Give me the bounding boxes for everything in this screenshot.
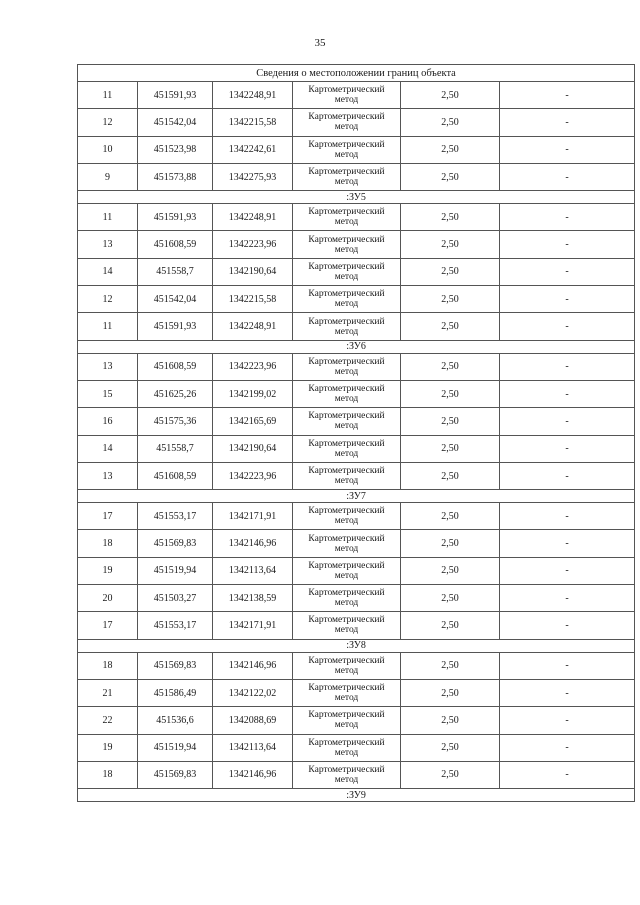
coord-x: 451536,6	[138, 707, 213, 734]
point-number: 16	[78, 408, 138, 435]
note: -	[500, 408, 635, 435]
method-cell	[293, 163, 401, 190]
accuracy: 2,50	[401, 530, 500, 557]
point-number: 12	[78, 286, 138, 313]
method-line2: метод	[334, 271, 359, 282]
method-line2: метод	[334, 720, 359, 731]
point-number: 19	[78, 557, 138, 584]
method-line2: метод	[334, 299, 359, 310]
method-line2: метод	[334, 122, 359, 133]
coord-y: 1342275,93	[213, 163, 293, 190]
method-line1: Картометрический	[308, 764, 385, 775]
method-line2: метод	[334, 570, 359, 581]
table-row	[78, 530, 635, 557]
coord-x: 451519,94	[138, 734, 213, 761]
section-label: :ЗУ5	[78, 191, 635, 204]
coord-x: 451573,88	[138, 163, 213, 190]
method-cell	[293, 136, 401, 163]
accuracy: 2,50	[401, 612, 500, 639]
note: -	[500, 353, 635, 380]
method-line1: Картометрический	[308, 655, 385, 666]
method-line2: метод	[334, 149, 359, 160]
method-line1: Картометрический	[308, 710, 385, 721]
accuracy: 2,50	[401, 286, 500, 313]
method-line1: Картометрический	[308, 207, 385, 218]
accuracy: 2,50	[401, 435, 500, 462]
accuracy: 2,50	[401, 204, 500, 231]
method-cell	[293, 258, 401, 285]
method-line1: Картометрический	[308, 316, 385, 327]
note: -	[500, 612, 635, 639]
method-line2: метод	[334, 665, 359, 676]
coord-x: 451558,7	[138, 435, 213, 462]
point-number: 12	[78, 109, 138, 136]
method-line1: Картометрический	[308, 466, 385, 476]
method-cell	[293, 462, 401, 489]
method-cell	[293, 557, 401, 584]
coord-y: 1342122,02	[213, 679, 293, 706]
table-row	[78, 313, 635, 340]
table-row	[78, 82, 635, 109]
note: -	[500, 136, 635, 163]
point-number: 18	[78, 761, 138, 788]
coord-x: 451608,59	[138, 231, 213, 258]
table-row	[78, 286, 635, 313]
coord-y: 1342215,58	[213, 286, 293, 313]
coord-y: 1342199,02	[213, 380, 293, 407]
note: -	[500, 462, 635, 489]
method-line2: метод	[334, 693, 359, 704]
note: -	[500, 231, 635, 258]
coord-x: 451519,94	[138, 557, 213, 584]
method-cell	[293, 612, 401, 639]
coord-y: 1342248,91	[213, 313, 293, 340]
method-line1: Картометрический	[308, 261, 385, 272]
method-line1: Картометрический	[308, 588, 385, 599]
method-line2: метод	[334, 774, 359, 785]
method-cell	[293, 530, 401, 557]
method-line1: Картометрический	[308, 167, 385, 178]
method-line2: метод	[334, 625, 359, 636]
section-label: :ЗУ9	[78, 789, 635, 802]
method-cell	[293, 652, 401, 679]
coord-x: 451558,7	[138, 258, 213, 285]
table-row	[78, 462, 635, 489]
note: -	[500, 313, 635, 340]
note: -	[500, 163, 635, 190]
table-row	[78, 136, 635, 163]
table-row	[78, 353, 635, 380]
method-cell	[293, 585, 401, 612]
section-row	[78, 191, 635, 204]
note: -	[500, 286, 635, 313]
coord-x: 451586,49	[138, 679, 213, 706]
point-number: 13	[78, 231, 138, 258]
coord-x: 451542,04	[138, 109, 213, 136]
coord-x: 451625,26	[138, 380, 213, 407]
coord-x: 451569,83	[138, 652, 213, 679]
point-number: 20	[78, 585, 138, 612]
note: -	[500, 503, 635, 530]
method-line1: Картометрический	[308, 85, 385, 96]
boundary-table	[77, 64, 635, 802]
method-cell	[293, 734, 401, 761]
point-number: 21	[78, 679, 138, 706]
table-row	[78, 204, 635, 231]
method-line1: Картометрический	[308, 234, 385, 245]
coord-y: 1342190,64	[213, 258, 293, 285]
accuracy: 2,50	[401, 408, 500, 435]
table-row	[78, 109, 635, 136]
coord-x: 451591,93	[138, 204, 213, 231]
method-cell	[293, 231, 401, 258]
section-row	[78, 490, 635, 503]
coord-y: 1342248,91	[213, 204, 293, 231]
method-line2: метод	[334, 244, 359, 255]
coord-y: 1342165,69	[213, 408, 293, 435]
accuracy: 2,50	[401, 109, 500, 136]
note: -	[500, 380, 635, 407]
method-line2: метод	[334, 177, 359, 188]
point-number: 18	[78, 652, 138, 679]
table-title-row	[78, 65, 635, 82]
method-line2: метод	[334, 394, 359, 405]
note: -	[500, 707, 635, 734]
point-number: 9	[78, 163, 138, 190]
method-line2: метод	[334, 598, 359, 609]
coord-y: 1342223,96	[213, 231, 293, 258]
method-line1: Картометрический	[308, 737, 385, 748]
method-cell	[293, 313, 401, 340]
coord-x: 451575,36	[138, 408, 213, 435]
coord-y: 1342113,64	[213, 557, 293, 584]
table-row	[78, 612, 635, 639]
method-cell	[293, 286, 401, 313]
accuracy: 2,50	[401, 231, 500, 258]
table-title: Сведения о местоположении границ объекта	[78, 65, 635, 82]
table-row	[78, 557, 635, 584]
accuracy: 2,50	[401, 707, 500, 734]
table-row	[78, 652, 635, 679]
note: -	[500, 679, 635, 706]
accuracy: 2,50	[401, 761, 500, 788]
section-label: :ЗУ6	[78, 340, 635, 353]
method-line1: Картометрический	[308, 411, 385, 422]
table-row	[78, 707, 635, 734]
coord-x: 451523,98	[138, 136, 213, 163]
method-line1: Картометрический	[308, 533, 385, 544]
table-row	[78, 679, 635, 706]
method-line2: метод	[334, 516, 359, 527]
method-cell	[293, 503, 401, 530]
coord-x: 451542,04	[138, 286, 213, 313]
coord-x: 451569,83	[138, 761, 213, 788]
method-cell	[293, 204, 401, 231]
coord-x: 451553,17	[138, 612, 213, 639]
method-line2: метод	[334, 476, 359, 486]
coord-y: 1342113,64	[213, 734, 293, 761]
coord-y: 1342215,58	[213, 109, 293, 136]
coord-y: 1342146,96	[213, 530, 293, 557]
coord-y: 1342248,91	[213, 82, 293, 109]
method-cell	[293, 679, 401, 706]
method-line2: метод	[334, 95, 359, 106]
section-row	[78, 340, 635, 353]
method-line2: метод	[334, 366, 359, 377]
coord-y: 1342223,96	[213, 353, 293, 380]
method-line1: Картометрический	[308, 112, 385, 123]
point-number: 18	[78, 530, 138, 557]
point-number: 13	[78, 462, 138, 489]
coord-x: 451503,27	[138, 585, 213, 612]
method-line2: метод	[334, 217, 359, 228]
coord-x: 451591,93	[138, 82, 213, 109]
method-cell	[293, 408, 401, 435]
method-line2: метод	[334, 421, 359, 432]
accuracy: 2,50	[401, 652, 500, 679]
coord-y: 1342171,91	[213, 612, 293, 639]
method-line1: Картометрический	[308, 683, 385, 694]
note: -	[500, 109, 635, 136]
table-row	[78, 435, 635, 462]
coord-x: 451608,59	[138, 353, 213, 380]
table-row	[78, 408, 635, 435]
section-label: :ЗУ8	[78, 639, 635, 652]
coord-y: 1342146,96	[213, 761, 293, 788]
table-row	[78, 761, 635, 788]
accuracy: 2,50	[401, 585, 500, 612]
accuracy: 2,50	[401, 679, 500, 706]
method-line1: Картометрический	[308, 356, 385, 367]
note: -	[500, 435, 635, 462]
accuracy: 2,50	[401, 557, 500, 584]
note: -	[500, 652, 635, 679]
method-cell	[293, 761, 401, 788]
method-line1: Картометрический	[308, 289, 385, 300]
point-number: 11	[78, 204, 138, 231]
accuracy: 2,50	[401, 380, 500, 407]
point-number: 14	[78, 435, 138, 462]
accuracy: 2,50	[401, 163, 500, 190]
note: -	[500, 761, 635, 788]
method-line2: метод	[334, 543, 359, 554]
coord-x: 451553,17	[138, 503, 213, 530]
section-row	[78, 789, 635, 802]
section-row	[78, 639, 635, 652]
method-line2: метод	[334, 448, 359, 459]
section-label: :ЗУ7	[78, 490, 635, 503]
coord-y: 1342190,64	[213, 435, 293, 462]
note: -	[500, 530, 635, 557]
note: -	[500, 82, 635, 109]
accuracy: 2,50	[401, 353, 500, 380]
point-number: 10	[78, 136, 138, 163]
note: -	[500, 734, 635, 761]
table-row	[78, 231, 635, 258]
method-line1: Картометрический	[308, 438, 385, 449]
method-line1: Картометрический	[308, 560, 385, 571]
accuracy: 2,50	[401, 313, 500, 340]
point-number: 15	[78, 380, 138, 407]
coord-y: 1342171,91	[213, 503, 293, 530]
method-line1: Картометрический	[308, 615, 385, 626]
table-row	[78, 163, 635, 190]
coord-y: 1342146,96	[213, 652, 293, 679]
method-line2: метод	[334, 326, 359, 337]
method-cell	[293, 707, 401, 734]
table-row	[78, 734, 635, 761]
table-row	[78, 258, 635, 285]
method-cell	[293, 109, 401, 136]
accuracy: 2,50	[401, 462, 500, 489]
coord-y: 1342242,61	[213, 136, 293, 163]
accuracy: 2,50	[401, 258, 500, 285]
method-line1: Картометрический	[308, 139, 385, 150]
coord-x: 451608,59	[138, 462, 213, 489]
table-row	[78, 503, 635, 530]
accuracy: 2,50	[401, 734, 500, 761]
point-number: 19	[78, 734, 138, 761]
point-number: 13	[78, 353, 138, 380]
accuracy: 2,50	[401, 136, 500, 163]
coord-x: 451569,83	[138, 530, 213, 557]
coord-y: 1342088,69	[213, 707, 293, 734]
accuracy: 2,50	[401, 82, 500, 109]
method-cell	[293, 353, 401, 380]
point-number: 17	[78, 503, 138, 530]
coord-y: 1342223,96	[213, 462, 293, 489]
method-cell	[293, 380, 401, 407]
point-number: 11	[78, 82, 138, 109]
point-number: 11	[78, 313, 138, 340]
method-cell	[293, 82, 401, 109]
note: -	[500, 204, 635, 231]
note: -	[500, 585, 635, 612]
method-line2: метод	[334, 747, 359, 758]
page-number: 35	[314, 37, 326, 49]
coord-y: 1342138,59	[213, 585, 293, 612]
table-row	[78, 380, 635, 407]
point-number: 22	[78, 707, 138, 734]
method-line1: Картометрический	[308, 506, 385, 517]
coord-x: 451591,93	[138, 313, 213, 340]
accuracy: 2,50	[401, 503, 500, 530]
method-cell	[293, 435, 401, 462]
point-number: 17	[78, 612, 138, 639]
note: -	[500, 258, 635, 285]
point-number: 14	[78, 258, 138, 285]
table-row	[78, 585, 635, 612]
method-line1: Картометрический	[308, 384, 385, 395]
note: -	[500, 557, 635, 584]
